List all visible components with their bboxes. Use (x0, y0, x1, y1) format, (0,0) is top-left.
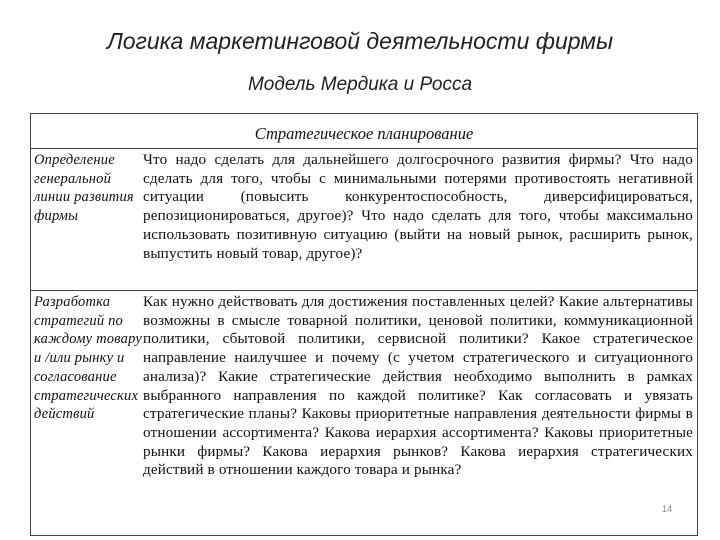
table-header: Стратегическое планирование (31, 114, 697, 149)
table-row (31, 291, 697, 480)
row-text: Как нужно действовать для достижения поставленных целей? Какие альтернативы возможны в смысле товарной политики, ценовой политики, коммуникационной политики, сбытовой политики, сервисной политики? Какое стратегическое направление наилучшее и почему (с учетом стратегического и ситуационного анализа)? Какие стратегические действия необходимо выполнить в рамках выбранного направления по каждой политике? Как согласовать и увязать стратегические планы? Каковы приоритетные направления деятельности фирмы в отношении ассортимента? Какова иерархия ассортимента? Каковы приоритетные рынки фирмы? Какова иерархия рынков? Какова иерархия стратегических действий в отношении каждого товара и рынка? (143, 293, 693, 479)
row-text: Что надо сделать для дальнейшего долгосрочного развития фирмы? Что надо сделать для того, чтобы с минимальными потерями противостоять негативной ситуации (повысить конкурентоспособность, диверсифицироваться, репозиционироваться, другое)? Что надо сделать для того, чтобы максимально использовать позитивную ситуацию (выйти на новый рынок, расширить рынок, выпустить новый товар, другое)? (143, 151, 693, 262)
slide-subtitle: Модель Мердика и Росса (247, 74, 473, 95)
strategy-table (30, 113, 698, 536)
page-number: 14 (662, 504, 673, 514)
row-label: Определение генеральной линии развития фирмы (34, 152, 134, 225)
table-row (31, 149, 697, 291)
slide-title: Логика маркетинговой деятельности фирмы (107, 28, 613, 54)
row-label: Разработка стратегий по каждому товару и /или рынку и согласование стратегических действий (34, 294, 142, 423)
